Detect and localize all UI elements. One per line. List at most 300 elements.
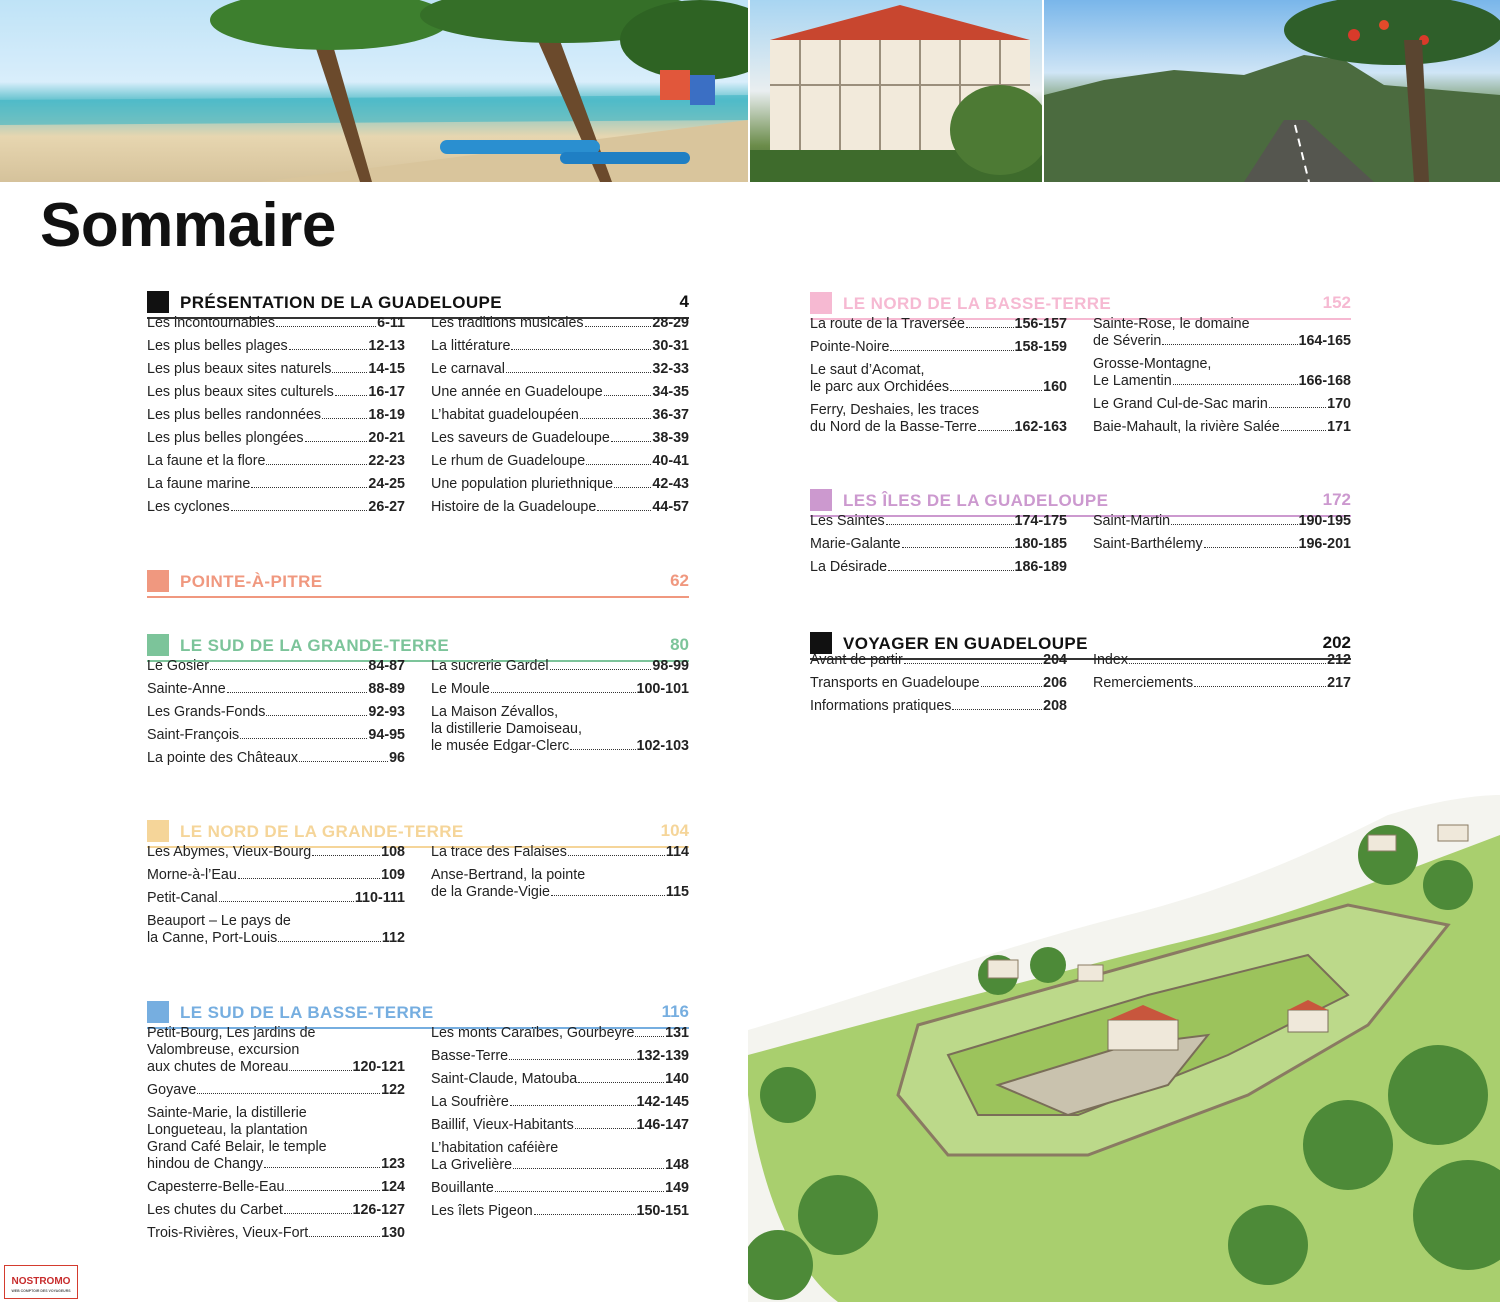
country-road-photo	[1044, 0, 1500, 182]
toc-entry[interactable]	[431, 499, 689, 516]
toc-entry[interactable]	[1093, 675, 1351, 692]
beach-photo	[0, 0, 748, 182]
toc-entry[interactable]	[431, 407, 689, 424]
toc-entry-page: 131	[665, 1025, 689, 1041]
section-title: LE SUD DE LA BASSE-TERRE	[180, 1003, 434, 1022]
toc-entry-title: La Grivelière	[431, 1157, 513, 1173]
toc-entry[interactable]	[147, 407, 405, 424]
toc-entry-title: Informations pratiques	[810, 698, 952, 714]
toc-entry-title: Sainte-Marie, la distillerie	[147, 1105, 307, 1121]
toc-entry-title: Le Grand Cul-de-Sac marin	[1093, 396, 1268, 412]
toc-entry-page: 26-27	[368, 499, 405, 515]
toc-entry-title: Les cyclones	[147, 499, 230, 515]
toc-entry-title: La trace des Falaises	[431, 844, 567, 860]
toc-entry-title: la distillerie Damoiseau,	[431, 721, 582, 737]
toc-entry-title: La littérature	[431, 338, 511, 354]
dot-leader	[1204, 547, 1298, 548]
toc-entry[interactable]	[431, 430, 689, 447]
toc-entry-title: Baie-Mahault, la rivière Salée	[1093, 419, 1280, 435]
dot-leader	[332, 372, 367, 373]
logo-tagline: WEB COMPTOIR DES VOYAGEURS	[11, 1289, 71, 1293]
dot-leader	[276, 326, 376, 327]
dot-leader	[578, 1082, 664, 1083]
dot-leader	[1194, 686, 1326, 687]
toc-entry-title: Histoire de la Guadeloupe	[431, 499, 597, 515]
dot-leader	[604, 395, 652, 396]
section-title: LES ÎLES DE LA GUADELOUPE	[843, 491, 1109, 510]
section-sud-basse-terre	[147, 1001, 689, 1241]
toc-entry-page: 158-159	[1014, 339, 1067, 355]
toc-entry-title: Grosse-Montagne,	[1093, 356, 1212, 372]
dot-leader	[510, 1105, 636, 1106]
dot-leader	[289, 349, 368, 350]
dot-leader	[1269, 407, 1326, 408]
toc-entry-title: Remerciements	[1093, 675, 1194, 691]
dot-leader	[335, 395, 368, 396]
toc-entry-title: La route de la Traversée	[810, 316, 965, 332]
toc-entry[interactable]	[431, 453, 689, 470]
toc-entry-page: 174-175	[1014, 513, 1067, 529]
dot-leader	[585, 326, 652, 327]
dot-leader	[966, 327, 1014, 328]
toc-entry[interactable]	[431, 1180, 689, 1197]
section-sud-grande-terre	[147, 634, 689, 766]
section-nord-grande-terre	[147, 820, 689, 946]
toc-entry-page: 108	[381, 844, 405, 860]
toc-entry[interactable]	[431, 476, 689, 493]
dot-leader	[586, 464, 651, 465]
section-title: LE NORD DE LA BASSE-TERRE	[843, 294, 1112, 313]
toc-entry[interactable]	[431, 867, 689, 901]
toc-entry-title: Anse-Bertrand, la pointe	[431, 867, 586, 883]
toc-entry-title: Saint-Barthélemy	[1093, 536, 1203, 552]
dot-leader	[904, 663, 1042, 664]
dot-leader	[551, 895, 665, 896]
toc-entry-title: La Maison Zévallos,	[431, 704, 559, 720]
dot-leader	[597, 510, 651, 511]
toc-entry-page: 12-13	[368, 338, 405, 354]
dot-leader	[635, 1036, 664, 1037]
toc-entry-page: 109	[381, 867, 405, 883]
toc-entry[interactable]	[147, 430, 405, 447]
toc-entry-page: 126-127	[352, 1202, 405, 1218]
section-page-number: 152	[1322, 293, 1351, 312]
toc-entry-page: 149	[665, 1180, 689, 1196]
dot-leader	[568, 855, 665, 856]
toc-entry[interactable]	[147, 844, 405, 861]
toc-entry-title: Pointe-Noire	[810, 339, 890, 355]
dot-leader	[289, 1070, 351, 1071]
toc-entry-title: Sainte-Rose, le domaine	[1093, 316, 1250, 332]
section-page-number: 172	[1322, 490, 1351, 509]
toc-entry-page: 140	[665, 1071, 689, 1087]
dot-leader	[506, 372, 652, 373]
toc-entry[interactable]	[431, 1025, 689, 1042]
toc-entry[interactable]	[810, 402, 1067, 436]
dot-leader	[886, 524, 1014, 525]
toc-entry-title: Une année en Guadeloupe	[431, 384, 603, 400]
toc-entry-title: La faune et la flore	[147, 453, 266, 469]
toc-entry-title: Basse-Terre	[431, 1048, 509, 1064]
toc-entry-title: Petit-Bourg, Les jardins de	[147, 1025, 316, 1041]
toc-entry-title: aux chutes de Moreau	[147, 1059, 289, 1075]
toc-entry[interactable]	[147, 361, 405, 378]
fort-illustration	[748, 795, 1500, 1302]
section-color-square	[147, 820, 169, 842]
toc-entry-page: 148	[665, 1157, 689, 1173]
toc-entry-title: Sainte-Anne	[147, 681, 226, 697]
toc-entry-page: 32-33	[652, 361, 689, 377]
toc-entry-title: Les Grands-Fonds	[147, 704, 266, 720]
toc-entry-title: Les plus belles plongées	[147, 430, 304, 446]
dot-leader	[614, 487, 651, 488]
dot-leader	[611, 441, 652, 442]
dot-leader	[1173, 384, 1298, 385]
section-color-square	[147, 1001, 169, 1023]
toc-entry-page: 44-57	[652, 499, 689, 515]
toc-entry-page: 146-147	[636, 1117, 689, 1133]
toc-entry-title: Marie-Galante	[810, 536, 901, 552]
toc-entry-title: Petit-Canal	[147, 890, 218, 906]
toc-entry[interactable]	[147, 476, 405, 493]
dot-leader	[240, 738, 367, 739]
toc-entry-page: 6-11	[377, 315, 405, 331]
dot-leader	[978, 430, 1014, 431]
toc-entry-page: 100-101	[636, 681, 689, 697]
toc-entry-page: 142-145	[636, 1094, 689, 1110]
toc-entry[interactable]	[147, 867, 405, 884]
toc-entry-page: 98-99	[652, 658, 689, 674]
toc-entry-page: 124	[381, 1179, 405, 1195]
toc-entry[interactable]	[431, 658, 689, 675]
dot-leader	[491, 692, 636, 693]
dot-leader	[264, 1167, 380, 1168]
toc-entry-page: 30-31	[652, 338, 689, 354]
toc-entry-title: Les Abymes, Vieux-Bourg	[147, 844, 312, 860]
toc-entry-title: La faune marine	[147, 476, 251, 492]
dot-leader	[575, 1128, 636, 1129]
toc-entry-title: La Soufrière	[431, 1094, 509, 1110]
toc-entry-page: 115	[665, 884, 689, 900]
dot-leader	[266, 464, 367, 465]
toc-entry[interactable]	[147, 1202, 405, 1219]
section-title: VOYAGER EN GUADELOUPE	[843, 634, 1088, 653]
dot-leader	[513, 1168, 664, 1169]
toc-entry-title: Index	[1093, 652, 1128, 668]
dot-leader	[266, 715, 367, 716]
section-page-number: 116	[661, 1002, 689, 1021]
toc-entry[interactable]	[147, 384, 405, 401]
toc-entry-page: 36-37	[652, 407, 689, 423]
toc-entry[interactable]	[147, 1025, 405, 1076]
dot-leader	[305, 441, 368, 442]
dot-leader	[238, 878, 380, 879]
section-page-number: 80	[670, 635, 689, 654]
nostromo-logo	[4, 1265, 78, 1299]
dot-leader	[309, 1236, 380, 1237]
toc-entry[interactable]	[147, 727, 405, 744]
section-title: POINTE-À-PITRE	[180, 572, 323, 591]
toc-entry-page: 28-29	[652, 315, 689, 331]
toc-entry-page: 208	[1043, 698, 1067, 714]
dot-leader	[299, 761, 388, 762]
section-presentation	[147, 291, 689, 515]
toc-entry[interactable]	[147, 704, 405, 721]
dot-leader	[570, 749, 635, 750]
toc-entry-page: 16-17	[368, 384, 405, 400]
toc-entry[interactable]	[147, 890, 405, 907]
toc-entry-page: 206	[1043, 675, 1067, 691]
toc-entry-title: hindou de Changy	[147, 1156, 264, 1172]
toc-entry-title: Les plus beaux sites culturels	[147, 384, 334, 400]
toc-entry[interactable]	[147, 658, 405, 675]
toc-entry-title: Le Moule	[431, 681, 490, 697]
toc-entry[interactable]	[147, 1179, 405, 1196]
toc-entry[interactable]	[147, 1105, 405, 1173]
toc-entry[interactable]	[810, 339, 1067, 356]
toc-entry[interactable]	[1093, 652, 1351, 669]
dot-leader	[1171, 524, 1297, 525]
dot-leader	[952, 709, 1042, 710]
toc-entry-page: 156-157	[1014, 316, 1067, 332]
toc-entry[interactable]	[1093, 513, 1351, 530]
toc-entry[interactable]	[1093, 536, 1351, 553]
toc-entry[interactable]	[431, 1117, 689, 1134]
header-photos	[0, 0, 1500, 182]
toc-entry-title: Les chutes du Carbet	[147, 1202, 283, 1218]
toc-entry-page: 24-25	[368, 476, 405, 492]
section-iles-guadeloupe	[810, 489, 1351, 575]
toc-entry[interactable]	[147, 681, 405, 698]
toc-entry-page: 160	[1043, 379, 1067, 395]
toc-entry-title: Transports en Guadeloupe	[810, 675, 980, 691]
section-pointe-a-pitre	[147, 570, 689, 598]
toc-entry-page: 212	[1327, 652, 1351, 668]
toc-entry-page: 166-168	[1298, 373, 1351, 389]
toc-entry-page: 120-121	[352, 1059, 405, 1075]
toc-entry[interactable]	[810, 559, 1067, 576]
logo-name: NOSTROMO	[11, 1276, 71, 1287]
toc-entry-page: 18-19	[368, 407, 405, 423]
toc-entry[interactable]	[431, 1048, 689, 1065]
toc-entry-page: 96	[389, 750, 405, 766]
toc-entry[interactable]	[431, 1094, 689, 1111]
toc-entry[interactable]	[431, 844, 689, 861]
toc-entry[interactable]	[810, 536, 1067, 553]
toc-entry-page: 114	[665, 844, 689, 860]
section-header	[147, 570, 689, 598]
toc-entry-page: 170	[1327, 396, 1351, 412]
dot-leader	[902, 547, 1014, 548]
dot-leader	[534, 1214, 636, 1215]
toc-entry-title: Les îlets Pigeon	[431, 1203, 533, 1219]
toc-entry-page: 112	[381, 930, 405, 946]
dot-leader	[550, 669, 652, 670]
toc-entry[interactable]	[810, 698, 1067, 715]
section-color-square	[810, 292, 832, 314]
toc-entry-page: 130	[381, 1225, 405, 1241]
toc-entry-page: 34-35	[652, 384, 689, 400]
toc-entry-title: Les traditions musicales	[431, 315, 584, 331]
section-color-square	[810, 632, 832, 654]
section-color-square	[810, 489, 832, 511]
toc-entry-page: 84-87	[368, 658, 405, 674]
toc-entry-page: 217	[1327, 675, 1351, 691]
toc-entry-title: Capesterre-Belle-Eau	[147, 1179, 285, 1195]
toc-entry[interactable]	[810, 513, 1067, 530]
toc-entry-title: Le rhum de Guadeloupe	[431, 453, 586, 469]
toc-entry-title: de Séverin	[1093, 333, 1162, 349]
toc-entry[interactable]	[147, 1225, 405, 1242]
toc-entry-title: du Nord de la Basse-Terre	[810, 419, 977, 435]
toc-entry-title: L’habitat guadeloupéen	[431, 407, 579, 423]
dot-leader	[1162, 344, 1297, 345]
colonial-house-photo	[750, 0, 1042, 182]
toc-entry[interactable]	[810, 362, 1067, 396]
toc-entry-page: 20-21	[368, 430, 405, 446]
toc-entry-title: Le carnaval	[431, 361, 505, 377]
toc-entry[interactable]	[147, 913, 405, 947]
toc-entry-page: 186-189	[1014, 559, 1067, 575]
dot-leader	[197, 1093, 380, 1094]
dot-leader	[285, 1190, 380, 1191]
section-title: LE NORD DE LA GRANDE-TERRE	[180, 822, 464, 841]
toc-entry-title: Grand Café Belair, le temple	[147, 1139, 327, 1155]
toc-entry-title: le parc aux Orchidées	[810, 379, 950, 395]
toc-entry[interactable]	[1093, 419, 1351, 436]
toc-entry[interactable]	[431, 361, 689, 378]
toc-entry[interactable]	[810, 316, 1067, 333]
dot-leader	[251, 487, 367, 488]
toc-entry-title: Avant de partir	[810, 652, 903, 668]
toc-entry-title: La sucrerie Gardel	[431, 658, 549, 674]
toc-entry[interactable]	[1093, 316, 1351, 350]
toc-entry-page: 110-111	[354, 890, 405, 906]
toc-entry[interactable]	[147, 499, 405, 516]
toc-entry-title: Bouillante	[431, 1180, 494, 1196]
toc-entry-title: Beauport – Le pays de	[147, 913, 291, 929]
toc-entry-page: 123	[381, 1156, 405, 1172]
toc-entry-title: Les monts Caraïbes, Gourbeyre	[431, 1025, 635, 1041]
toc-entry-title: la Canne, Port-Louis	[147, 930, 278, 946]
toc-entry-title: Une population pluriethnique	[431, 476, 614, 492]
toc-entry-page: 162-163	[1014, 419, 1067, 435]
toc-entry[interactable]	[431, 1071, 689, 1088]
toc-entry-page: 40-41	[652, 453, 689, 469]
toc-entry-title: Valombreuse, excursion	[147, 1042, 300, 1058]
toc-entry-page: 164-165	[1298, 333, 1351, 349]
toc-entry[interactable]	[431, 338, 689, 355]
section-title: LE SUD DE LA GRANDE-TERRE	[180, 636, 450, 655]
toc-entry-page: 122	[381, 1082, 405, 1098]
toc-entry-page: 92-93	[368, 704, 405, 720]
toc-entry[interactable]	[810, 675, 1067, 692]
toc-entry-title: Goyave	[147, 1082, 197, 1098]
toc-entry-title: Saint-François	[147, 727, 240, 743]
dot-leader	[231, 510, 368, 511]
toc-entry-page: 14-15	[368, 361, 405, 377]
toc-entry-title: Le Lamentin	[1093, 373, 1172, 389]
toc-entry-title: Les plus belles randonnées	[147, 407, 322, 423]
toc-entry[interactable]	[431, 384, 689, 401]
toc-entry[interactable]	[147, 1082, 405, 1099]
toc-entry-title: le musée Edgar-Clerc	[431, 738, 570, 754]
section-color-square	[147, 291, 169, 313]
toc-entry-page: 42-43	[652, 476, 689, 492]
toc-entry-title: Les Saintes	[810, 513, 885, 529]
toc-entry[interactable]	[431, 1203, 689, 1220]
section-title: PRÉSENTATION DE LA GUADELOUPE	[180, 293, 503, 312]
dot-leader	[278, 941, 381, 942]
toc-entry[interactable]	[810, 652, 1067, 669]
dot-leader	[888, 570, 1013, 571]
dot-leader	[1129, 663, 1326, 664]
toc-entry[interactable]	[147, 750, 405, 767]
dot-leader	[890, 350, 1013, 351]
toc-entry-page: 132-139	[636, 1048, 689, 1064]
toc-entry-page: 196-201	[1298, 536, 1351, 552]
toc-entry[interactable]	[431, 704, 689, 755]
toc-entry-title: Baillif, Vieux-Habitants	[431, 1117, 574, 1133]
toc-entry-title: Morne-à-l’Eau	[147, 867, 237, 883]
toc-entry-title: Trois-Rivières, Vieux-Fort	[147, 1225, 309, 1241]
toc-entry-title: La Désirade	[810, 559, 888, 575]
section-nord-basse-terre	[810, 292, 1351, 435]
toc-entry-title: La pointe des Châteaux	[147, 750, 299, 766]
toc-entry-page: 38-39	[652, 430, 689, 446]
toc-entry-page: 22-23	[368, 453, 405, 469]
toc-entry-title: Les incontournables	[147, 315, 275, 331]
toc-entry[interactable]	[1093, 396, 1351, 413]
toc-entry-title: Longueteau, la plantation	[147, 1122, 308, 1138]
toc-entry[interactable]	[147, 338, 405, 355]
toc-entry[interactable]	[431, 1140, 689, 1174]
dot-leader	[1281, 430, 1326, 431]
toc-entry-page: 88-89	[368, 681, 405, 697]
toc-entry-title: Saint-Claude, Matouba	[431, 1071, 578, 1087]
dot-leader	[981, 686, 1043, 687]
dot-leader	[227, 692, 368, 693]
toc-entry[interactable]	[147, 453, 405, 470]
toc-entry-page: 94-95	[368, 727, 405, 743]
toc-entry[interactable]	[1093, 356, 1351, 390]
section-page-number: 62	[670, 571, 689, 590]
section-voyager	[810, 632, 1351, 714]
toc-entry[interactable]	[431, 315, 689, 332]
toc-entry-title: de la Grande-Vigie	[431, 884, 550, 900]
section-page-number: 104	[660, 821, 689, 840]
toc-entry-title: Les plus beaux sites naturels	[147, 361, 332, 377]
dot-leader	[580, 418, 652, 419]
toc-entry-page: 171	[1327, 419, 1351, 435]
section-color-square	[147, 570, 169, 592]
toc-entry-title: Ferry, Deshaies, les traces	[810, 402, 979, 418]
toc-entry[interactable]	[147, 315, 405, 332]
dot-leader	[210, 669, 367, 670]
section-color-square	[147, 634, 169, 656]
dot-leader	[509, 1059, 635, 1060]
toc-entry[interactable]	[431, 681, 689, 698]
toc-entry-title: Les plus belles plages	[147, 338, 288, 354]
dot-leader	[511, 349, 651, 350]
toc-entry-page: 150-151	[636, 1203, 689, 1219]
section-page-number: 202	[1322, 633, 1351, 652]
toc-entry-page: 180-185	[1014, 536, 1067, 552]
toc-entry-page: 102-103	[636, 738, 689, 754]
toc-entry-title: Le Gosier	[147, 658, 209, 674]
toc-entry-title: L’habitation caféière	[431, 1140, 559, 1156]
toc-entry-page: 190-195	[1298, 513, 1351, 529]
